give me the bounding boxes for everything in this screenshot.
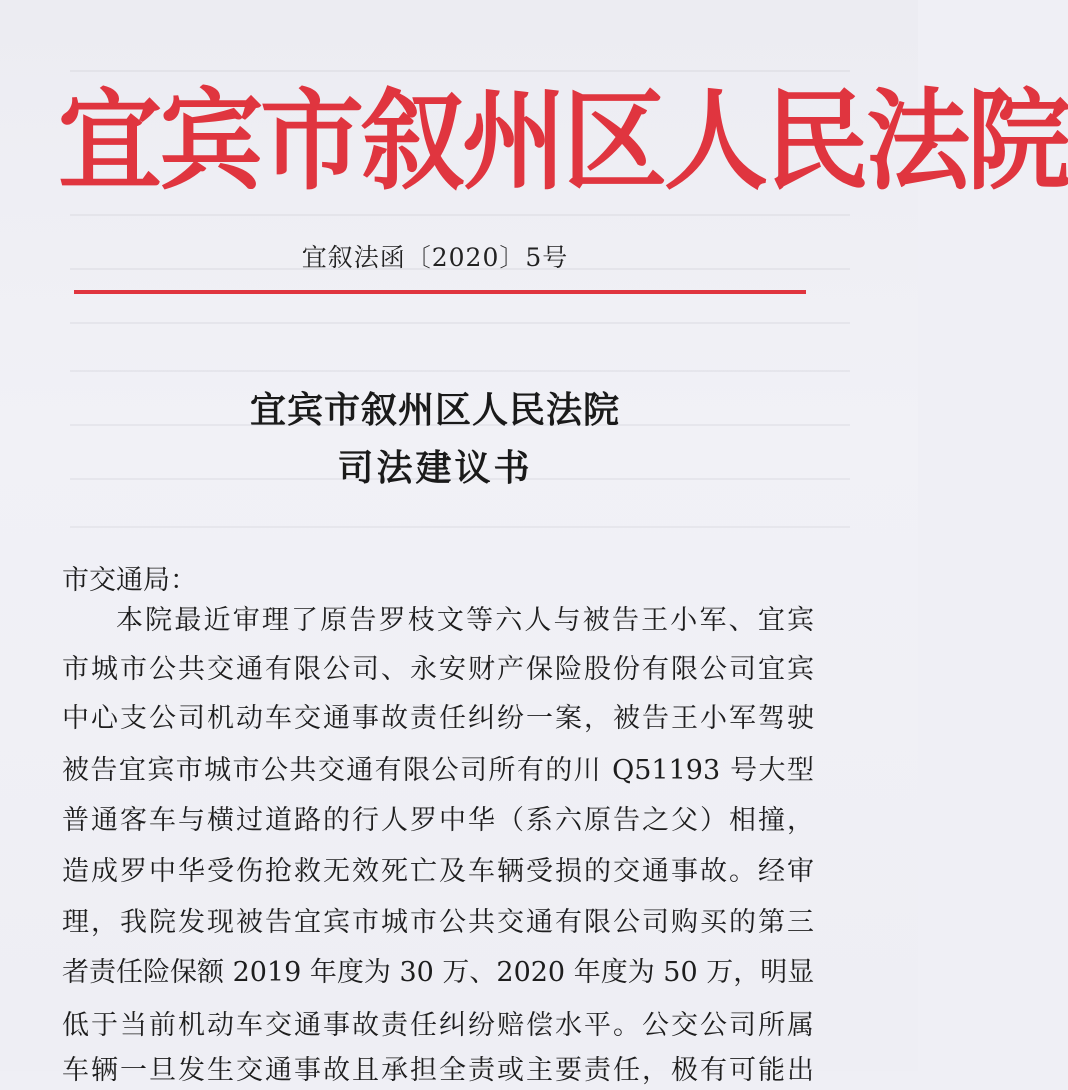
court-letterhead: 宜宾市叙州区人民法院 bbox=[58, 76, 1068, 206]
body-text-line: 者责任险保额 2019 年度为 30 万、2020 年度为 50 万，明显 bbox=[62, 957, 815, 988]
body-text-line: 普通客车与横过道路的行人罗中华（系六原告之父）相撞， bbox=[62, 805, 814, 836]
body-text-line: 中心支公司机动车交通事故责任纠纷一案，被告王小军驾驶 bbox=[62, 703, 814, 734]
bleed-through-line bbox=[70, 370, 850, 372]
bleed-through-line bbox=[70, 214, 850, 216]
salutation: 市交通局： bbox=[62, 565, 197, 596]
red-divider-line bbox=[74, 290, 806, 294]
bleed-through-line bbox=[70, 70, 850, 72]
document-title-court: 宜宾市叙州区人民法院 bbox=[249, 389, 620, 431]
body-text-line: 被告宜宾市城市公共交通有限公司所有的川 Q51193 号大型 bbox=[62, 755, 814, 786]
document-number: 宜叙法函〔2020〕5号 bbox=[301, 243, 569, 272]
body-text-line: 理，我院发现被告宜宾市城市公共交通有限公司购买的第三 bbox=[62, 907, 814, 938]
bleed-through-line bbox=[70, 526, 850, 528]
body-text-line: 低于当前机动车交通事故责任纠纷赔偿水平。公交公司所属 bbox=[62, 1010, 814, 1041]
body-text-line: 造成罗中华受伤抢救无效死亡及车辆受损的交通事故。经审 bbox=[62, 856, 814, 887]
body-text-line: 本院最近审理了原告罗枝文等六人与被告王小军、宜宾 bbox=[116, 605, 814, 636]
body-text-line: 市城市公共交通有限公司、永安财产保险股份有限公司宜宾 bbox=[62, 654, 814, 685]
bleed-through-line bbox=[70, 322, 850, 324]
document-title-type: 司法建议书 bbox=[337, 447, 533, 489]
body-text-line: 车辆一旦发生交通事故且承担全责或主要责任，极有可能出 bbox=[62, 1055, 814, 1086]
